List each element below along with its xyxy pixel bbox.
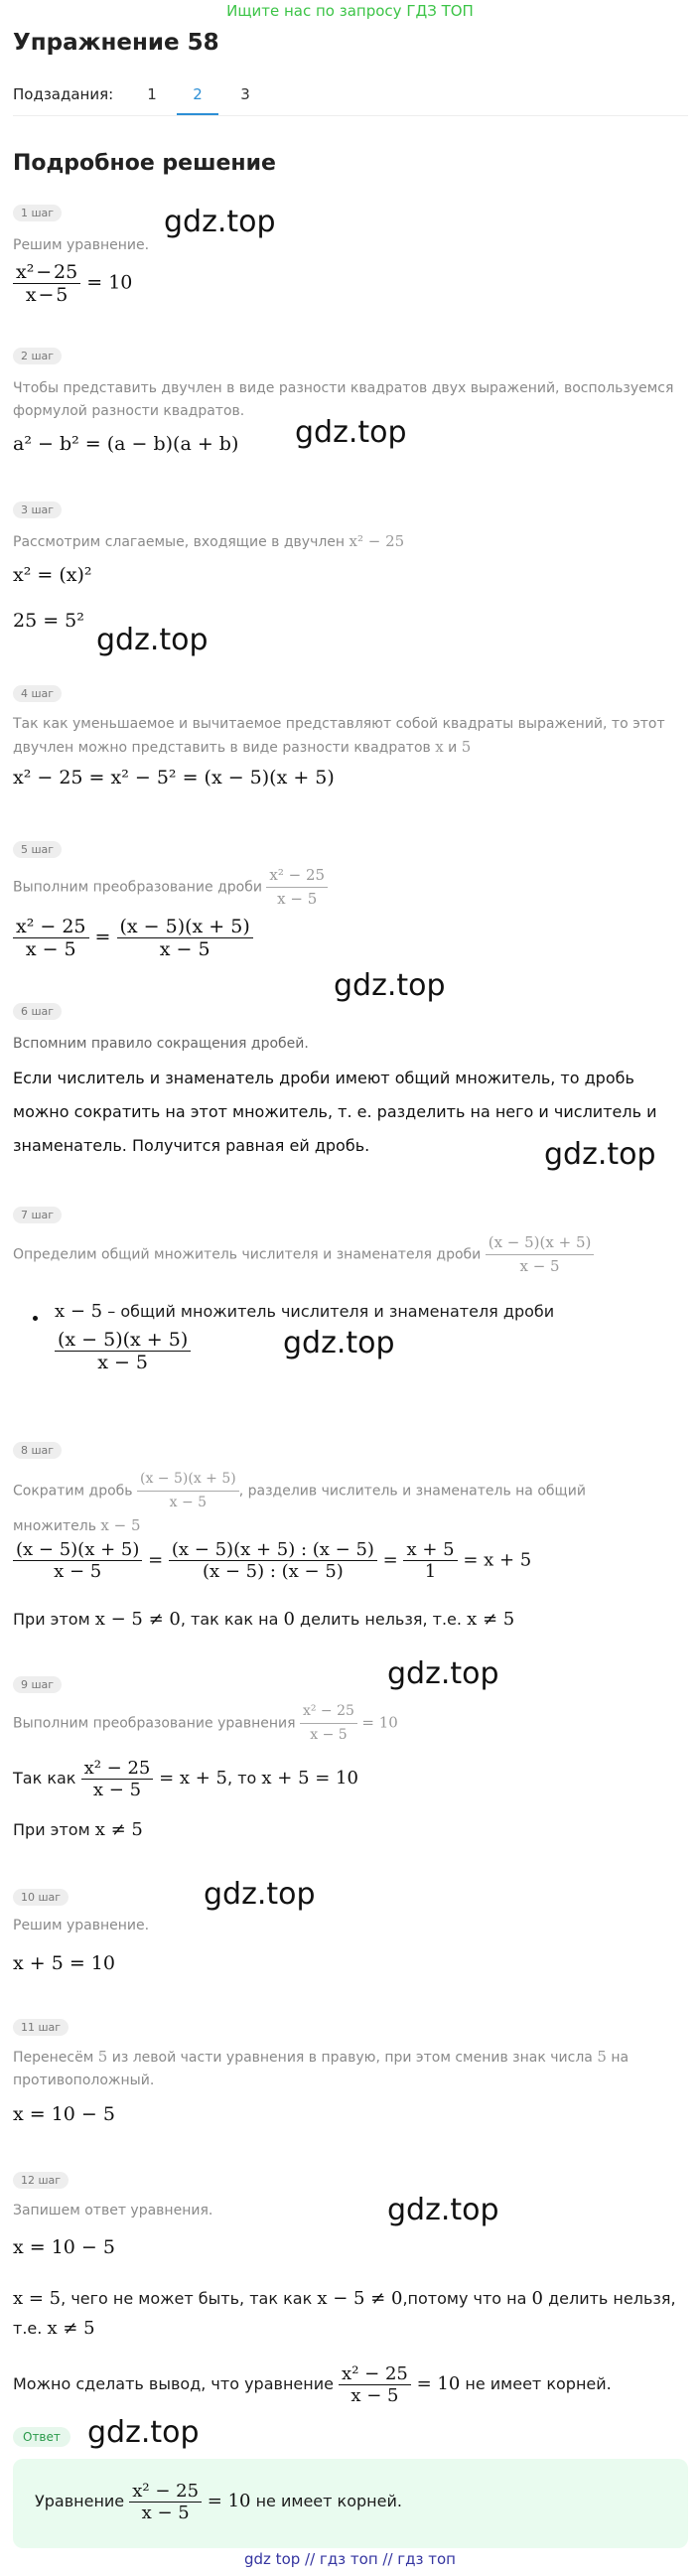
watermark: gdz.top <box>164 205 276 239</box>
step-6-rule: Если числитель и знаменатель дроби имеют общий множитель, то дробь можно сократить на этот множитель, т. е. разделить на него и числитель и знаменатель. Получится равная ей дробь. <box>13 1069 657 1155</box>
watermark: gdz.top <box>295 415 407 450</box>
divider <box>13 115 688 116</box>
step-4-equation: x² − 25 = x² − 5² = (x − 5)(x + 5) <box>13 767 335 788</box>
step-11-equation: x = 10 − 5 <box>13 2103 115 2125</box>
step-1-equation: $\frac{\text{x² − 25}}{x - 5}$ = 10 <box>13 261 132 306</box>
step-4-tag: 4 шаг <box>13 685 62 702</box>
step-9-tag: 9 шаг <box>13 1676 62 1693</box>
step-6-text: Вспомним правило сокращения дробей. <box>13 1036 309 1052</box>
watermark: gdz.top <box>387 2193 499 2227</box>
step-10-tag: 10 шаг <box>13 1889 69 1906</box>
answer-box <box>13 2459 688 2548</box>
answer-tag: Ответ <box>13 2427 70 2447</box>
step-7-bullet: x − 5 – общий множитель числителя и знаменателя дроби <box>55 1301 555 1322</box>
step-11-tag: 11 шаг <box>13 2019 69 2036</box>
step-7-tag: 7 шаг <box>13 1207 62 1223</box>
step-2-tag: 2 шаг <box>13 348 62 364</box>
step-3-eq-1: x² = (x)² <box>13 564 92 586</box>
step-8-equation: $\frac{(x - 5)(x + 5)}{x - 5}$ = $\frac{(x - 5)(x + 5) : (x - 5)}{(x - 5) : (x - 5)}$ = $\frac{x + 5}{1}$ = x + 5 <box>13 1539 531 1582</box>
step-4-text: Так как уменьшаемое и вычитаемое представляют собой квадраты выражений, то этот двучлен можно представить в виде разности квадратов x и 5 <box>13 716 665 756</box>
step-5-equation: $\frac{\text{x² − 25}}{x - 5}$ = $\frac{(x - 5)(x + 5)}{x - 5}$ <box>13 916 253 960</box>
step-10-text: Решим уравнение. <box>13 1918 150 1933</box>
step-2-formula: a² − b² = (a − b)(a + b) <box>13 433 239 455</box>
watermark: gdz.top <box>544 1137 656 1172</box>
step-12-line: x = 5, чего не может быть, так как x − 5 ≠ 0,потому что на 0 делить нельзя, т.е. x ≠ 5 <box>13 2288 676 2339</box>
step-9-eq: Так как $\frac{\text{x² − 25}}{x - 5}$ = x + 5, то x + 5 = 10 <box>13 1758 358 1800</box>
step-9-note: При этом x ≠ 5 <box>13 1819 143 1840</box>
step-10-equation: x + 5 = 10 <box>13 1952 115 1974</box>
step-9-text: Выполним преобразование уравнения $\frac{\text{x² − 25}}{x - 5}$ = 10 <box>13 1700 398 1747</box>
watermark: gdz.top <box>334 968 446 1003</box>
watermark: gdz.top <box>87 2415 200 2450</box>
promo-banner: Ищите нас по запросу ГДЗ ТОП <box>226 2 474 20</box>
step-3-tag: 3 шаг <box>13 501 62 518</box>
watermark: gdz.top <box>283 1326 395 1360</box>
step-7-text: Определим общий множитель числителя и знаменателя дроби $\frac{(x - 5)(x + 5)}{x - 5}$ <box>13 1231 594 1278</box>
step-7-fraction: $\frac{(x - 5)(x + 5)}{x - 5}$ <box>55 1329 191 1373</box>
step-8-tag: 8 шаг <box>13 1442 62 1459</box>
watermark: gdz.top <box>387 1656 499 1691</box>
step-2-text: Чтобы представить двучлен в виде разности квадратов двух выражений, воспользуемся формулой разности квадратов. <box>13 380 674 419</box>
step-3-text: Рассмотрим слагаемые, входящие в двучлен x² − 25 <box>13 532 405 550</box>
solution-heading: Подробное решение <box>13 151 276 176</box>
step-12-text: Запишем ответ уравнения. <box>13 2203 213 2218</box>
step-12-conclusion: Можно сделать вывод, что уравнение $\frac{\text{x² − 25}}{x - 5}$ = 10 не имеет корней. <box>13 2363 612 2406</box>
list-bullet <box>33 1316 38 1321</box>
subtask-tab-1[interactable]: 1 <box>147 85 157 103</box>
step-11-text: Перенесём 5 из левой части уравнения в правую, при этом сменив знак числа 5 на противоположный. <box>13 2048 630 2088</box>
answer-text: Уравнение $\frac{\text{x² − 25}}{x - 5}$ = 10 не имеет корней. <box>35 2481 402 2523</box>
step-1-tag: 1 шаг <box>13 205 62 221</box>
step-12-tag: 12 шаг <box>13 2172 69 2189</box>
subtask-tab-3[interactable]: 3 <box>240 85 250 103</box>
watermark: gdz.top <box>204 1877 316 1912</box>
page-title: Упражнение 58 <box>13 30 219 56</box>
step-12-equation: x = 10 − 5 <box>13 2236 115 2258</box>
step-8-note: При этом x − 5 ≠ 0, так как на 0 делить нельзя, т.е. x ≠ 5 <box>13 1609 515 1630</box>
subtask-tab-2[interactable]: 2 <box>193 85 203 103</box>
step-3-eq-2: 25 = 5² <box>13 610 84 632</box>
step-6-tag: 6 шаг <box>13 1003 62 1020</box>
subtasks-label: Подзадания: <box>13 85 114 103</box>
step-1-text: Решим уравнение. <box>13 237 150 253</box>
footer-links[interactable]: gdz top // гдз топ // гдз топ <box>244 2550 456 2568</box>
step-5-tag: 5 шаг <box>13 841 62 858</box>
watermark: gdz.top <box>96 623 209 657</box>
step-8-text: Сократим дробь $\frac{(x - 5)(x + 5)}{x - 5}$ , разделив числитель и знаменатель на общий множитель x − 5 <box>13 1468 668 1538</box>
step-5-text: Выполним преобразование дроби $\frac{\text{x² − 25}}{x - 5}$ <box>13 864 328 911</box>
